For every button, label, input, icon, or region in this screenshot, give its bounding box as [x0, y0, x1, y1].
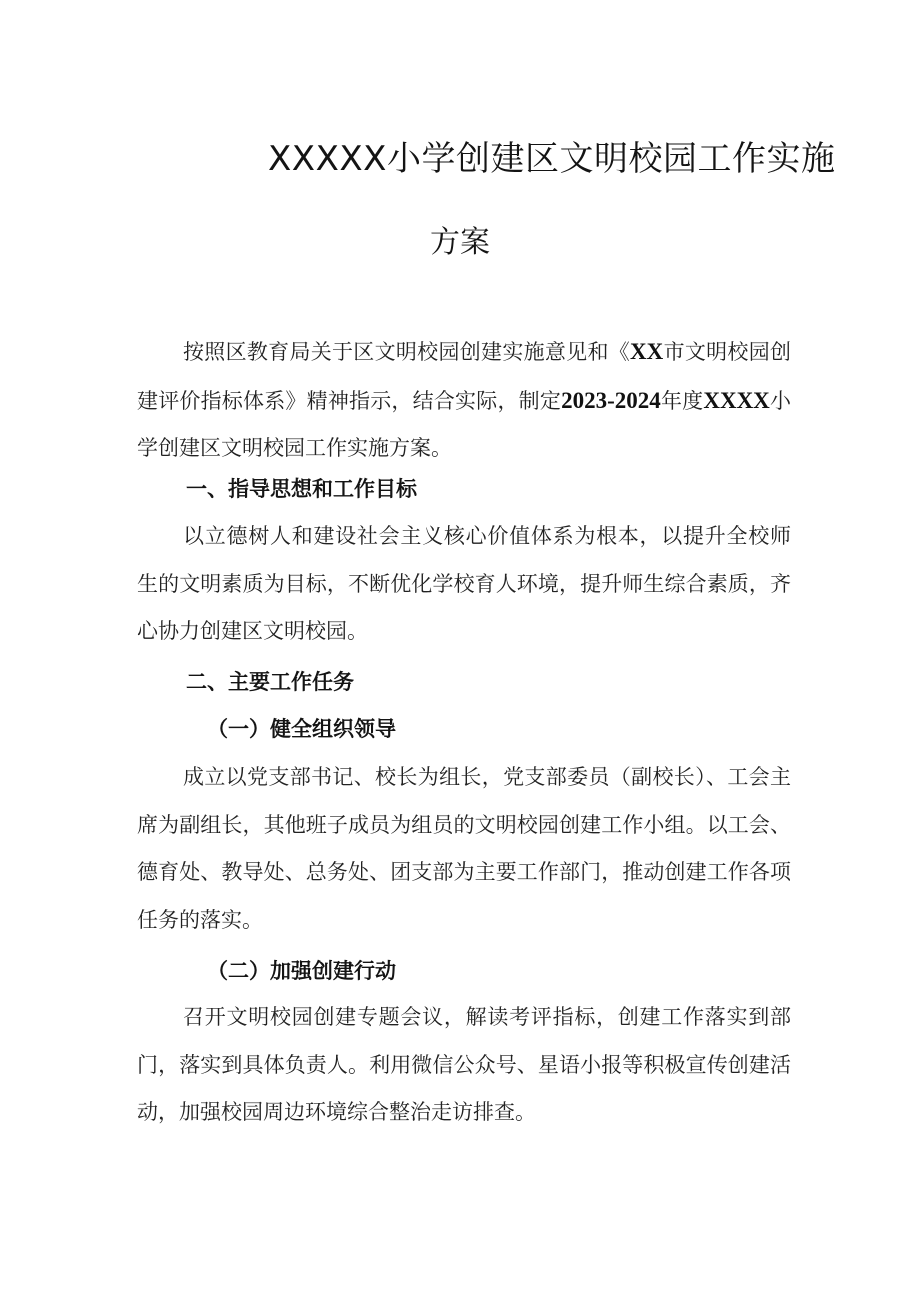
document-title-line2: 方案	[430, 225, 490, 260]
intro-text-2: 市文明校园创建评价指标体系》精神指示，结合实际，制定	[137, 340, 792, 413]
document-title-line1: XXXXX小学创建区文明校园工作实施	[268, 139, 836, 179]
intro-text-3: 年度	[660, 388, 704, 413]
subsection1-body: 成立以党支部书记、校长为组长，党支部委员（副校长）、工会主席为副组长，其他班子成员为组员的文明校园创建工作小组。以工会、德育处、教导处、总务处、团支部为主要工作部门，推动创建工作各项任务的落实。	[137, 765, 791, 932]
section1-body: 以立德树人和建设社会主义核心价值体系为根本，以提升全校师生的文明素质为目标，不断优化学校育人环境，提升师生综合素质，齐心协力创建区文明校园。	[137, 524, 791, 643]
intro-school-placeholder: XXXX	[703, 387, 770, 413]
intro-city-placeholder: XX	[630, 339, 664, 364]
subsection1-heading: （一）健全组织领导	[207, 717, 396, 741]
intro-text-4: 小学创建区文明校园工作实施方案。	[137, 388, 791, 460]
section1-heading: 一、指导思想和工作目标	[186, 477, 417, 501]
subsection2-body: 召开文明校园创建专题会议，解读考评指标，创建工作落实到部门，落实到具体负责人。利用微信公众号、星语小报等积极宣传创建活动，加强校园周边环境综合整治走访排查。	[137, 1005, 791, 1124]
intro-years: 2023-2024	[561, 387, 661, 413]
intro-paragraph	[137, 328, 791, 473]
subsection2-heading: （二）加强创建行动	[207, 959, 396, 983]
section2-heading: 二、主要工作任务	[186, 670, 354, 694]
intro-text-1: 按照区教育局关于区文明校园创建实施意见和《	[183, 340, 631, 364]
